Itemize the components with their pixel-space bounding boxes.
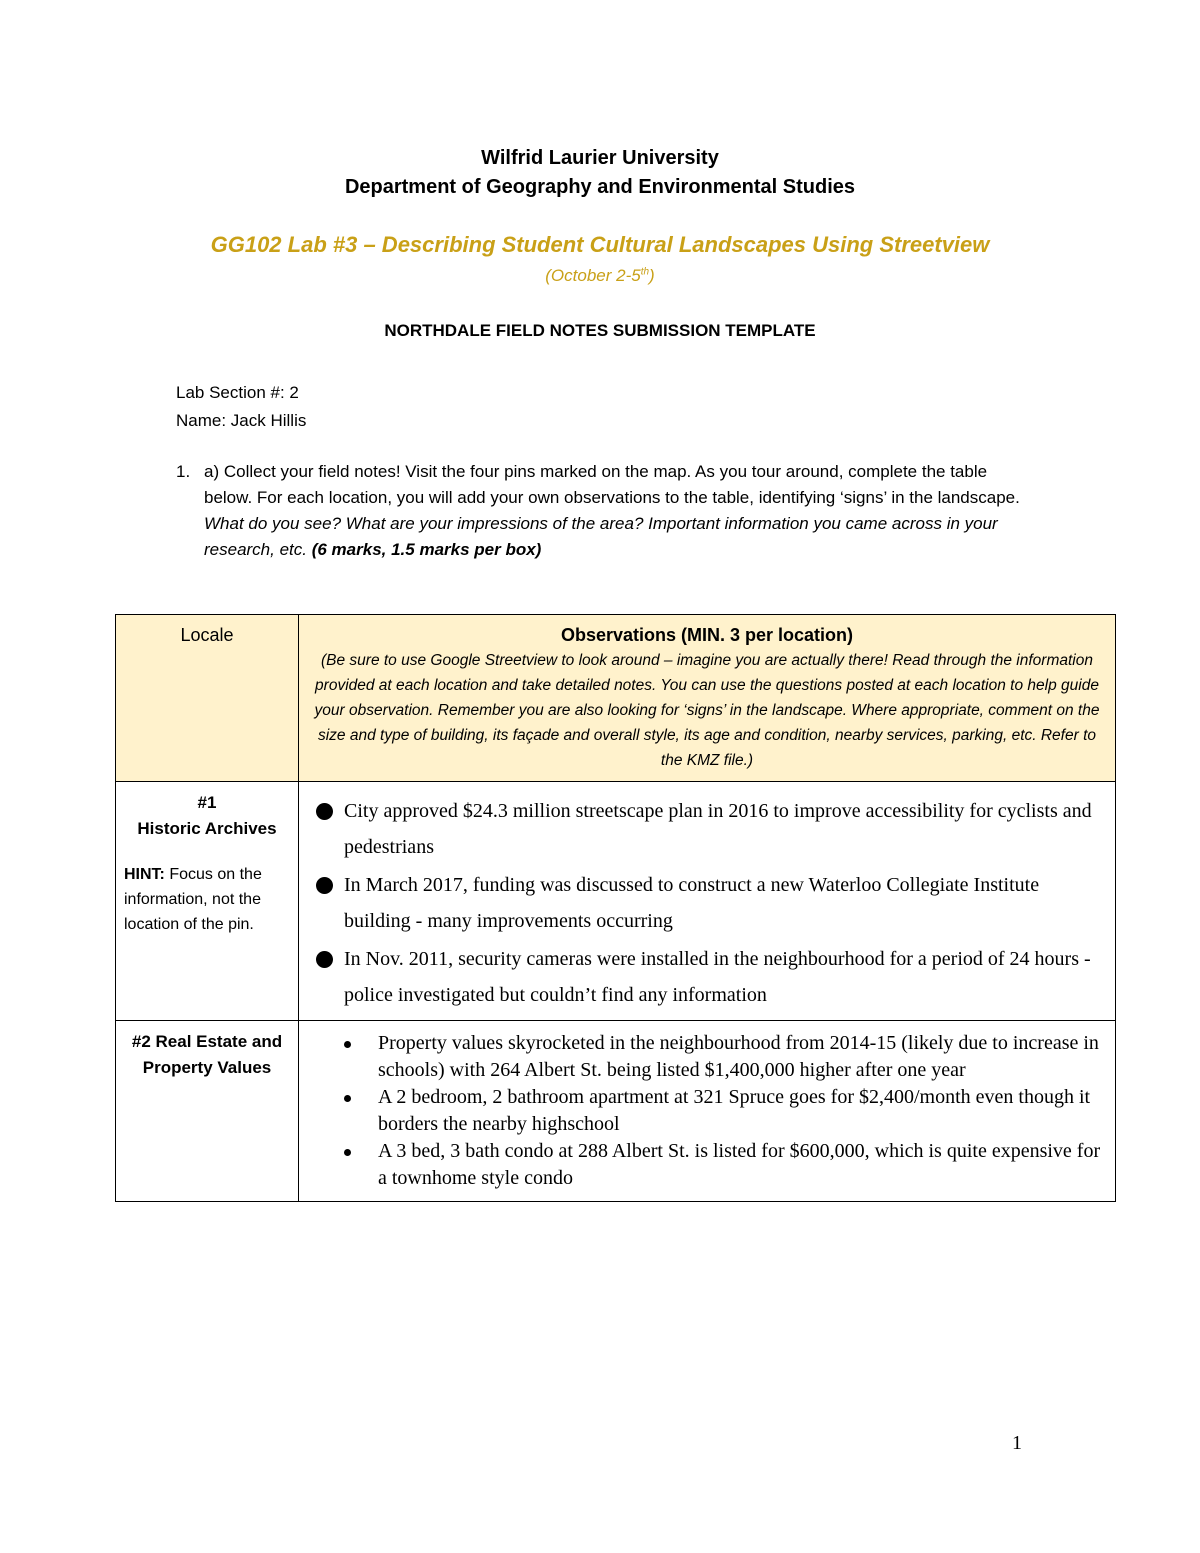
lab-section: Lab Section #: 2 [176, 383, 299, 402]
observations-cell [299, 782, 1116, 1021]
table-row [116, 782, 1116, 1021]
question-number: 1. [176, 462, 191, 481]
list-item [316, 867, 1104, 939]
question-italic: What do you see? What are your impressions of the area? Important information you came across in your research, etc. [204, 514, 998, 559]
bullet-icon [316, 951, 333, 968]
table-row [116, 1021, 1116, 1202]
lab-date [0, 266, 1200, 286]
observation-text: A 3 bed, 3 bath condo at 288 Albert St. is listed for $600,000, which is quite expensive for a townhome style condo [378, 1140, 1101, 1189]
observation-list [300, 783, 1114, 1019]
header-observations [299, 615, 1116, 782]
bullet-icon [344, 1041, 351, 1048]
observations-title: Observations (MIN. 3 per location) [560, 625, 854, 645]
observations-instructions: (Be sure to use Google Streetview to look around – imagine you are actually there! Read through the information provided at each location and take detailed notes. You can use the questions posted at each location to help guide your observation. Remember you are also looking for ‘signs’ in the landscape. Where appropriate, comment on the size and type of building, its façade and overall style, its age and condition, nearby services, parking, etc. Refer to the KMZ file.) [314, 652, 1100, 769]
question-body: a) Collect your field notes! Visit the four pins marked on the map. As you tour around, complete the table below. For each location, you will add your own observations to the table, identifying ‘signs’ in the landscape. [204, 462, 1020, 507]
hint-text: Focus on the information, not the location of the pin. [124, 866, 262, 933]
hint-label: HINT: [124, 866, 165, 883]
institution-heading [0, 144, 1200, 202]
observation-text: In Nov. 2011, security cameras were installed in the neighbourhood for a period of 24 hours - police investigated but couldn’t find any information [344, 948, 1091, 1006]
observation-text: A 2 bedroom, 2 bathroom apartment at 321 Spruce goes for $2,400/month even though it borders the nearby highschool [378, 1086, 1091, 1135]
observation-text: In March 2017, funding was discussed to construct a new Waterloo Collegiate Institute building - many improvements occurring [344, 874, 1040, 932]
observation-text: Property values skyrocketed in the neighbourhood from 2014-15 (likely due to increase in schools) with 264 Albert St. being listed $1,400,000 higher after one year [378, 1032, 1099, 1081]
bullet-icon [316, 803, 333, 820]
header-locale: Locale [116, 615, 299, 782]
list-item [344, 1138, 1104, 1192]
list-item [344, 1030, 1104, 1084]
locale-name: Historic Archives [137, 819, 277, 838]
field-notes-table [115, 614, 1116, 1202]
student-info [176, 379, 306, 435]
question-1 [176, 459, 1036, 563]
template-title: NORTHDALE FIELD NOTES SUBMISSION TEMPLATE [384, 321, 816, 340]
date-prefix: (October 2-5 [545, 266, 641, 285]
observations-cell [299, 1021, 1116, 1202]
list-item [316, 793, 1104, 865]
date-suffix: ) [649, 266, 655, 285]
question-marks: (6 marks, 1.5 marks per box) [311, 540, 542, 559]
bullet-icon [344, 1149, 351, 1156]
locale-hint [124, 862, 290, 937]
locale-cell [116, 1021, 299, 1202]
bullet-icon [344, 1095, 351, 1102]
list-item [316, 941, 1104, 1013]
locale-cell [116, 782, 299, 1021]
student-name: Name: Jack Hillis [176, 411, 307, 430]
department-name: Department of Geography and Environmental Studies [344, 176, 856, 198]
locale-number: #1 [197, 793, 217, 812]
university-name: Wilfrid Laurier University [481, 147, 719, 169]
date-sup: th [640, 266, 650, 278]
page-number: 1 [1012, 1432, 1022, 1454]
observation-text: City approved $24.3 million streetscape plan in 2016 to improve accessibility for cyclists and pedestrians [344, 800, 1092, 858]
list-item [344, 1084, 1104, 1138]
observation-list [300, 1022, 1114, 1200]
locale-name: #2 Real Estate and Property Values [131, 1032, 283, 1077]
lab-title: GG102 Lab #3 – Describing Student Cultural Landscapes Using Streetview [210, 232, 990, 257]
bullet-icon [316, 877, 333, 894]
table-header-row [116, 615, 1116, 782]
question-text [204, 459, 1036, 563]
